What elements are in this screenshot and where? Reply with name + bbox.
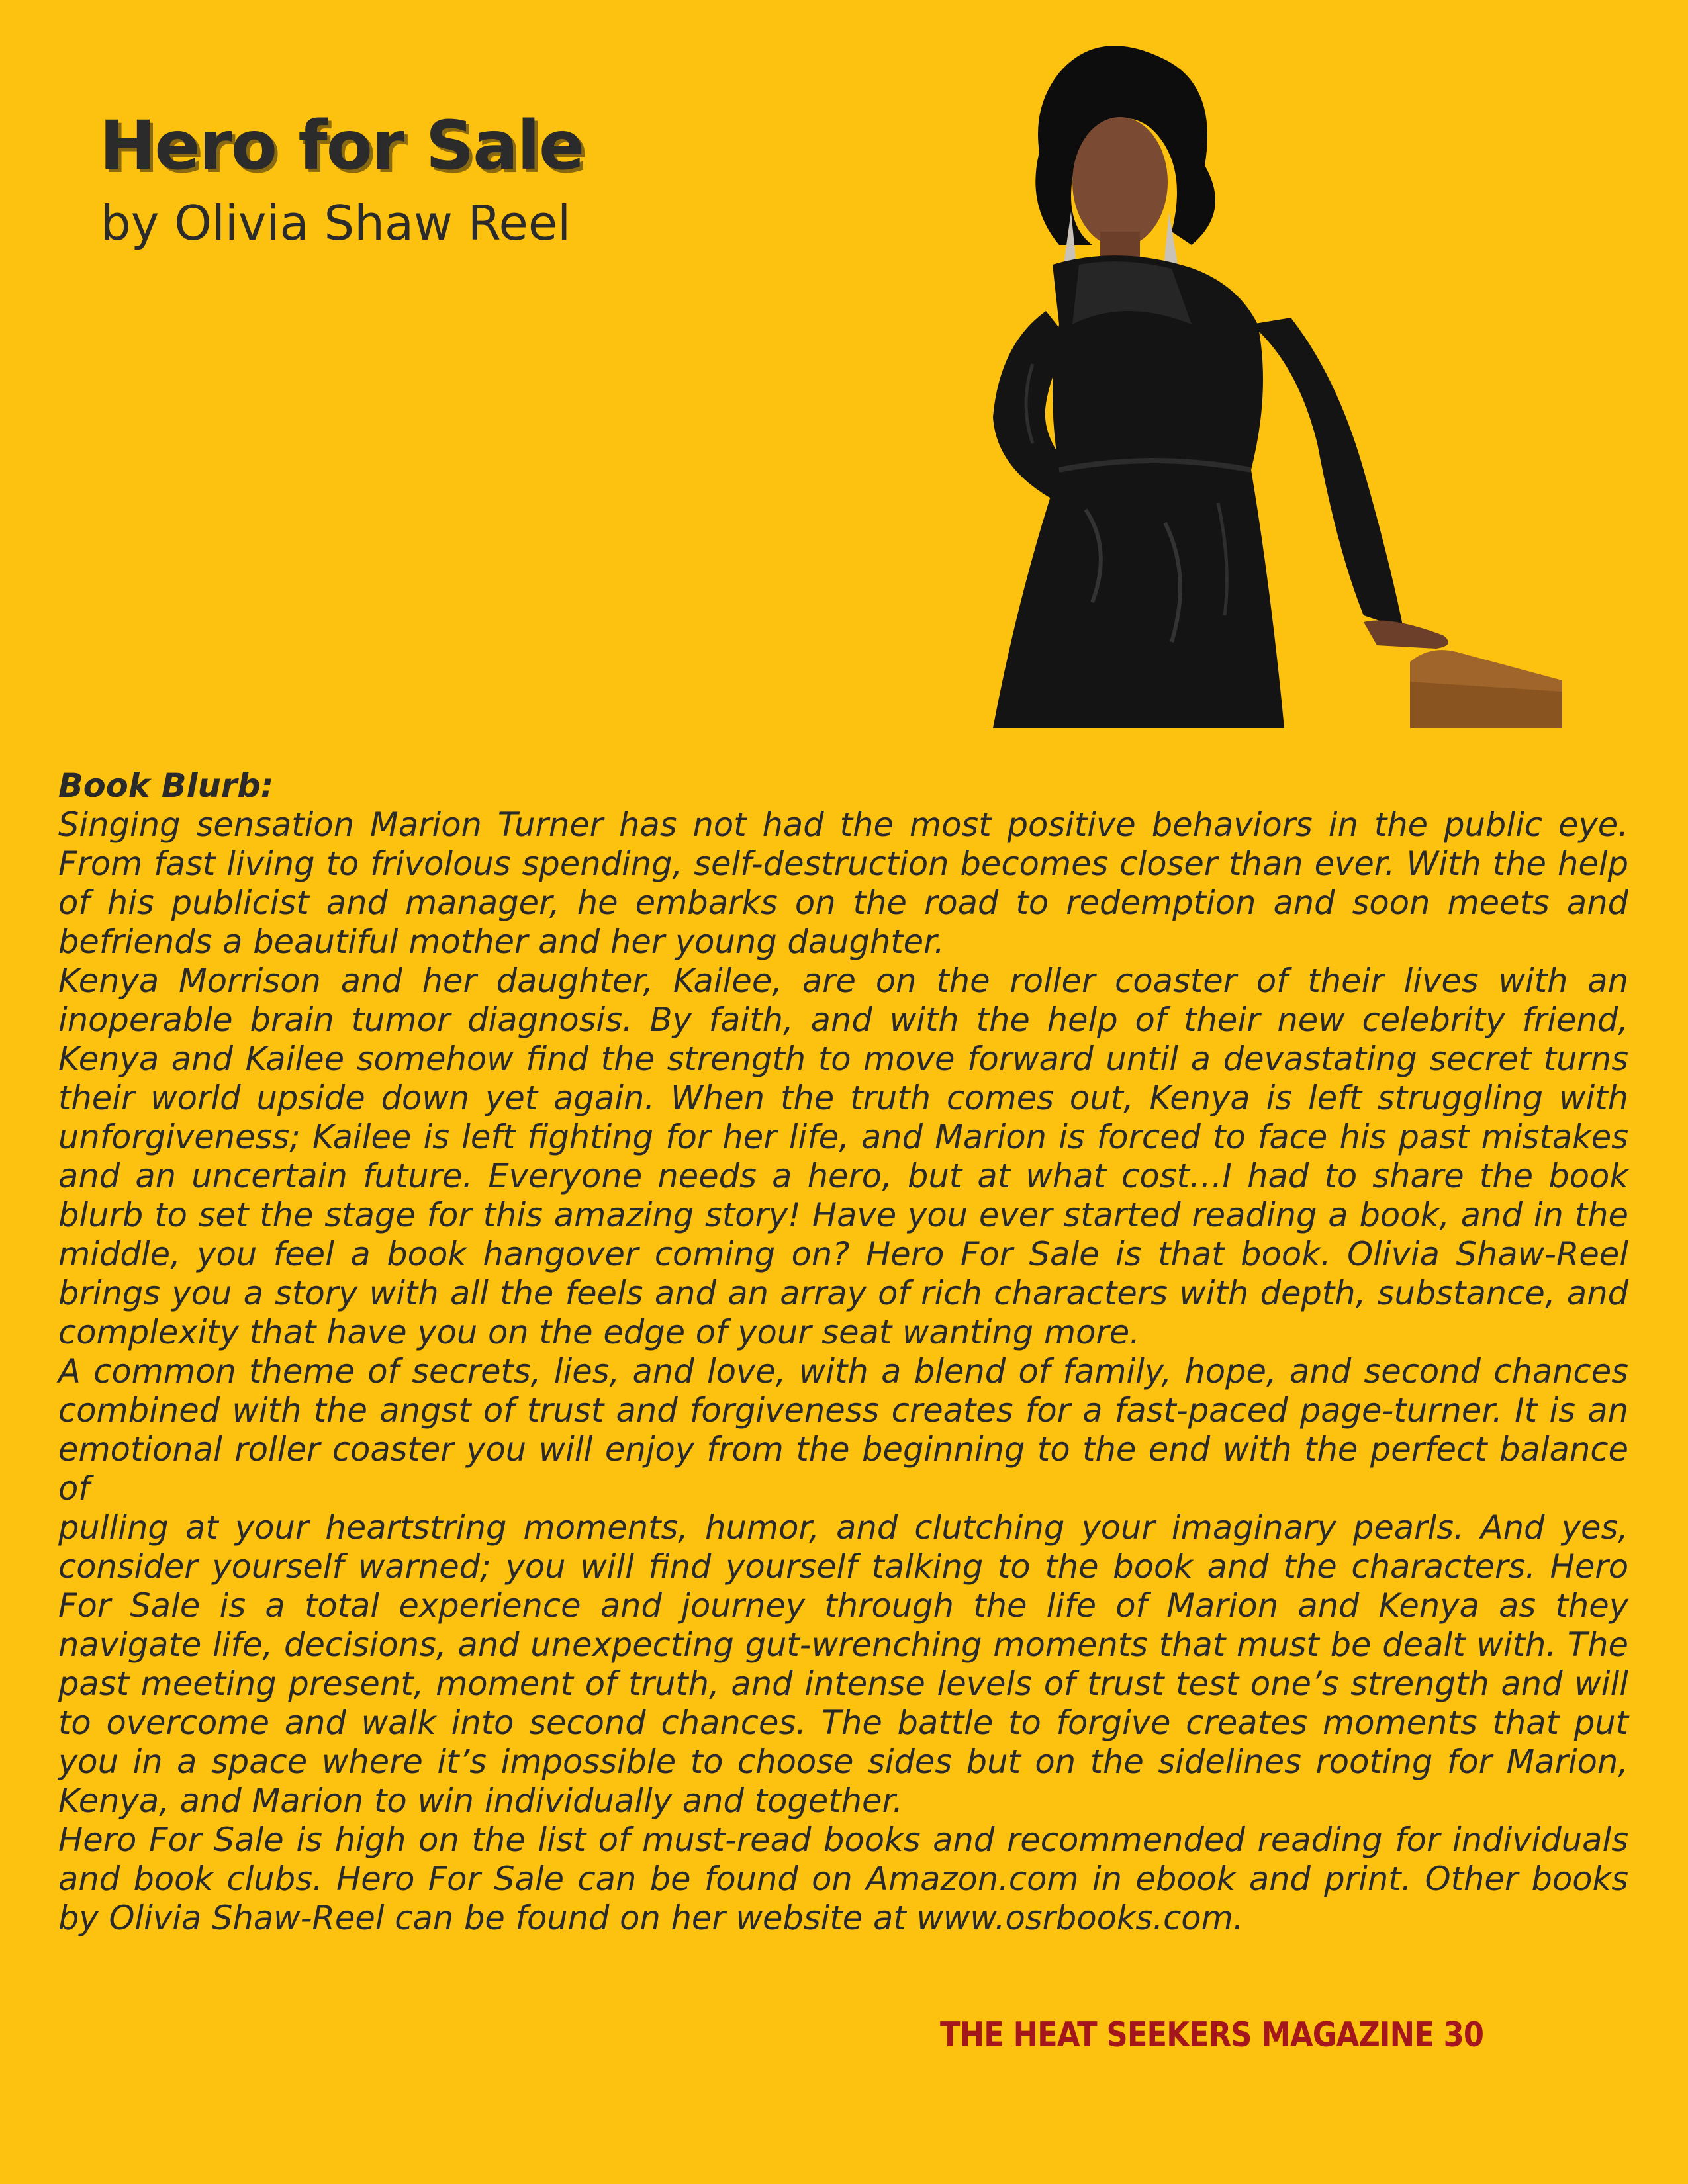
article-paragraph-3: A common theme of secrets, lies, and love, with a blend of family, hope, and second chances combined with the angst of trust and forgiveness creates for a fast-paced page-turner. It is an emotional roller coaster you will enjoy from the beginning to the end with the perfect balance of [58,1352,1628,1508]
article-paragraph-4: pulling at your heartstring moments, humor, and clutching your imaginary pearls. And yes, consider yourself warned; you will find yourself talking to the book and the characters. Hero For Sale is a total experience and journey through the life of Marion and Kenya as they navigate life, decisions, and unexpecting gut-wrenching moments that must be dealt with. The past meeting present, moment of truth, and intense levels of trust test one’s strength and will to overcome and walk into second chances. The battle to forgive creates moments that put you in a space where it’s impossible to choose sides but on the sidelines rooting for Marion, Kenya, and Marion to win individually and together. [58,1508,1628,1820]
author-byline: by Olivia Shaw Reel [101,195,571,251]
author-photo [861,46,1595,728]
article-paragraph-5: Hero For Sale is high on the list of must-read books and recommended reading for individuals and book clubs. Hero For Sale can be found on Amazon.com in ebook and print. Other books by Olivia Shaw-Reel can be found on her website at www.osrbooks.com. [58,1821,1628,1937]
blurb-label: Book Blurb: [58,766,274,805]
article-title: Hero for Sale [99,107,584,185]
article-paragraph-2: Kenya Morrison and her daughter, Kailee, are on the roller coaster of their lives with an inoperable brain tumor diagnosis. By faith, and with the help of their new celebrity friend, Kenya and Kailee somehow find the strength to move forward until a devastating secret turns their world upside down yet again. When the truth comes out, Kenya is left struggling with unforgiveness; Kailee is left fighting for her life, and Marion is forced to face his past mistakes and an uncertain future. Everyone needs a hero, but at what cost…I had to share the book blurb to set the stage for this amazing story! Have you ever started reading a book, and in the middle, you feel a book hangover coming on? Hero For Sale is that book. Olivia Shaw-Reel brings you a story with all the feels and an array of rich characters with depth, substance, and complexity that have you on the edge of your seat wanting more. [58,962,1628,1351]
magazine-footer: THE HEAT SEEKERS MAGAZINE 30 [940,2015,1484,2055]
article-body [58,766,1628,1938]
article-paragraph-1: Singing sensation Marion Turner has not had the most positive behaviors in the public eye. From fast living to frivolous spending, self-destruction becomes closer than ever. With the help of his publicist and manager, he embarks on the road to redemption and soon meets and befriends a beautiful mother and her young daughter. [58,805,1628,961]
